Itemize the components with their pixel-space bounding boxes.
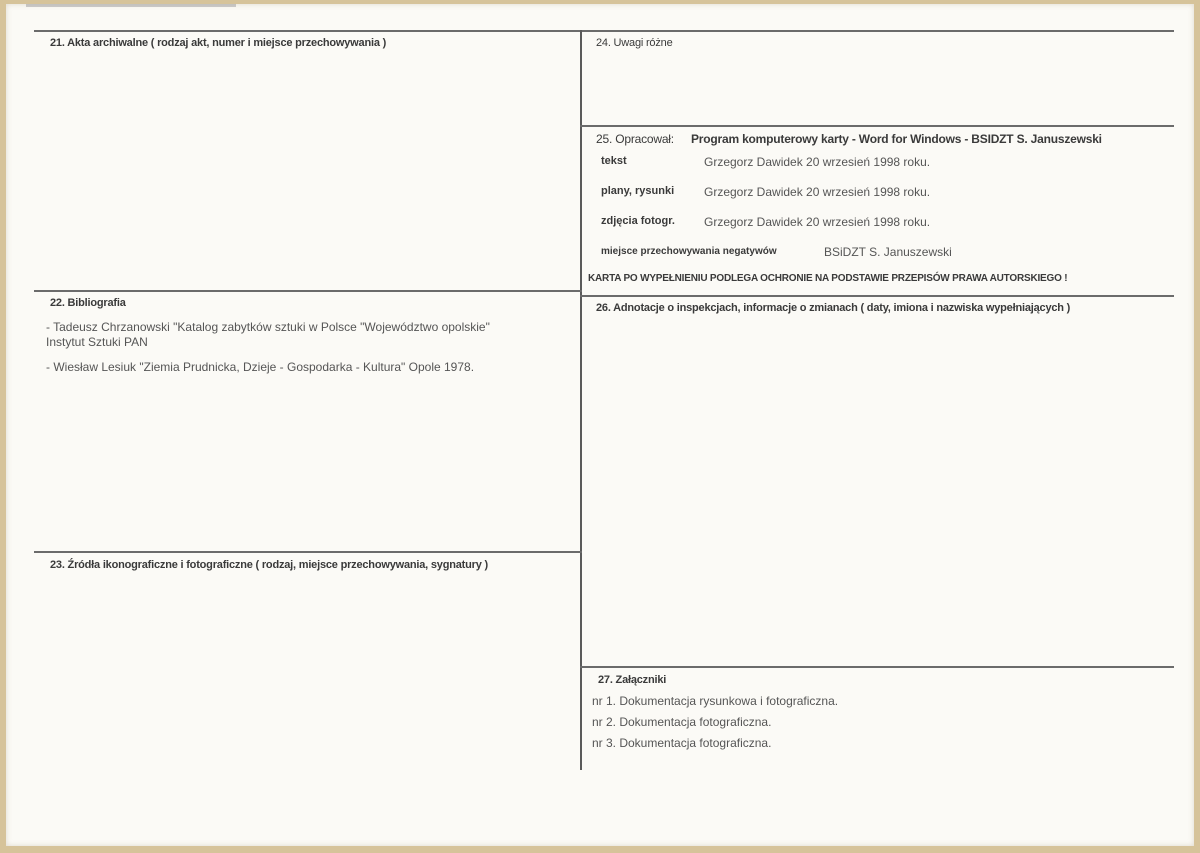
attachment-item-3: nr 3. Dokumentacja fotograficzna. [592,736,772,750]
negatives-value: BSiDZT S. Januszewski [824,245,952,259]
bibliography-entry-2: - Wiesław Lesiuk "Ziemia Prudnicka, Dzieje - Gospodarka - Kultura" Opole 1978. [46,360,475,374]
copyright-warning: KARTA PO WYPEŁNIENIU PODLEGA OCHRONIE NA PODSTAWIE PRZEPISÓW PRAWA AUTORSKIEGO ! [588,273,1068,284]
section-22-header: 22. Bibliografia [50,297,126,309]
section-25-program: Program komputerowy karty - Word for Windows - BSIDZT S. Januszewski [691,132,1102,146]
section-21-header: 21. Akta archiwalne ( rodzaj akt, numer i miejsce przechowywania ) [50,37,387,49]
record-card [6,4,1194,846]
rule-top [34,30,1174,32]
rule-s25-top [580,125,1174,127]
row-label-text: tekst [601,155,627,167]
bibliography-entry-1-cont: Instytut Sztuki PAN [46,335,148,349]
negatives-label: miejsce przechowywania negatywów [601,246,777,257]
section-24-header: 24. Uwagi różne [596,37,673,49]
bibliography-entry-1: - Tadeusz Chrzanowski "Katalog zabytków sztuki w Polsce "Województwo opolskie" [46,320,490,334]
row-label-photos: zdjęcia fotogr. [601,215,675,227]
attachment-item-1: nr 1. Dokumentacja rysunkowa i fotograficzna. [592,694,839,708]
rule-s23-top [34,551,582,553]
rule-s22-top [34,290,582,292]
row-value-photos: Grzegorz Dawidek 20 wrzesień 1998 roku. [704,215,931,229]
rule-s26-top [580,295,1174,297]
section-25-header-label: 25. Opracował: [596,132,674,146]
section-27-header: 27. Załączniki [598,674,667,686]
rule-center-vertical [580,30,582,770]
top-edge-strip [26,4,236,7]
section-23-header: 23. Źródła ikonograficzne i fotograficzne ( rodzaj, miejsce przechowywania, sygnatury ) [50,559,488,571]
row-label-plans: plany, rysunki [601,185,675,197]
rule-s27-top [580,666,1174,668]
section-26-header: 26. Adnotacje o inspekcjach, informacje o zmianach ( daty, imiona i nazwiska wypełniających ) [596,302,1071,314]
row-value-text: Grzegorz Dawidek 20 wrzesień 1998 roku. [704,155,931,169]
row-value-plans: Grzegorz Dawidek 20 wrzesień 1998 roku. [704,185,931,199]
attachment-item-2: nr 2. Dokumentacja fotograficzna. [592,715,772,729]
